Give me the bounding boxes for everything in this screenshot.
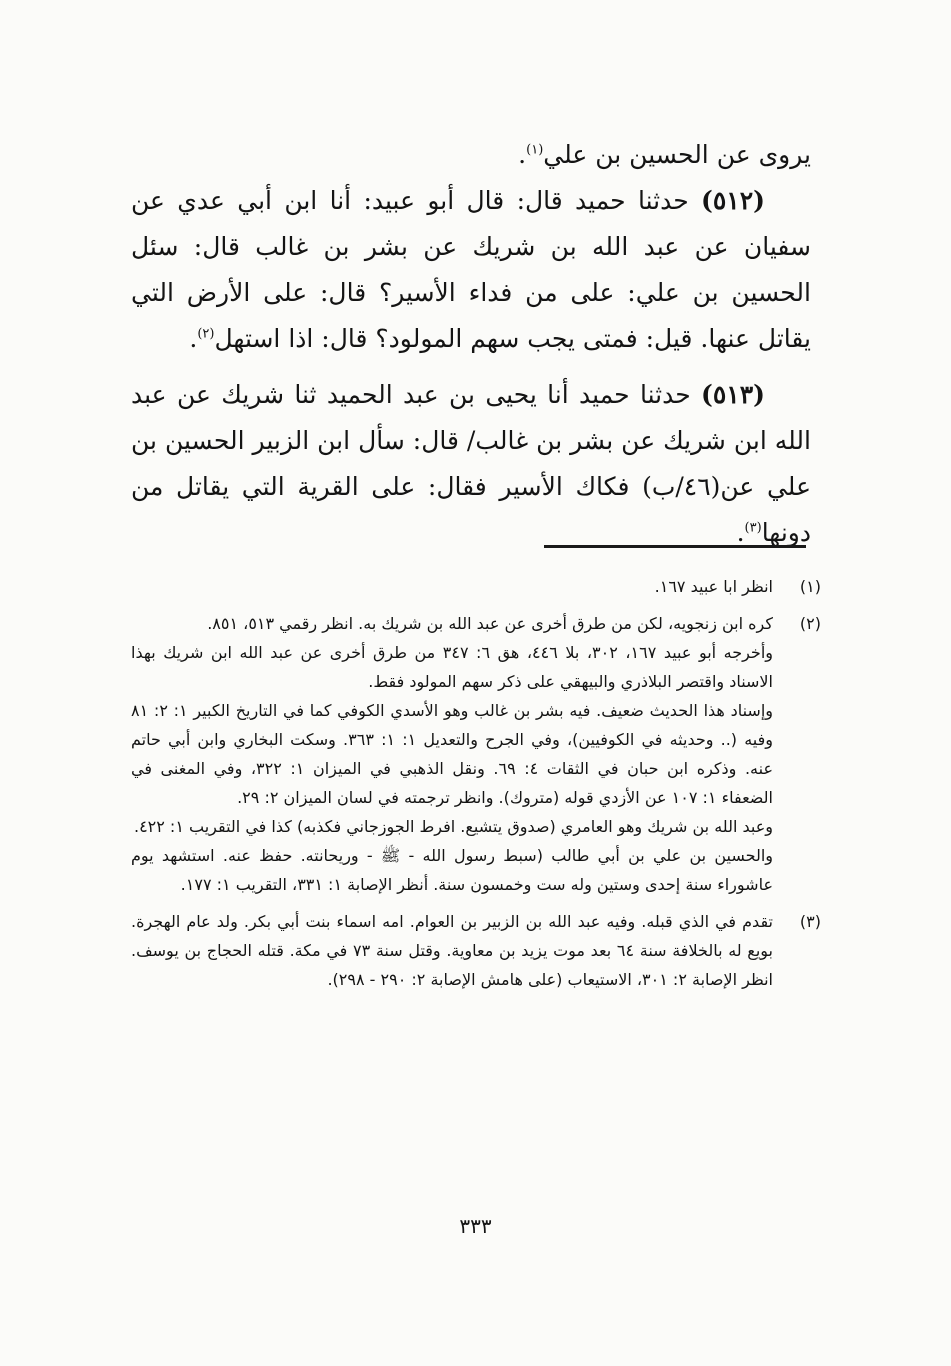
- footnote-2: [131, 609, 821, 899]
- footnote-ref-3: (٣): [744, 520, 762, 536]
- hadith-text-513: حدثنا حميد أنا يحيى بن عبد الحميد ثنا شريك عن عبد الله ابن شريك عن بشر بن غالب/ قال: سأل ابن الزبير الحسين بن علي عن: [131, 380, 811, 501]
- hadith-513: [131, 372, 811, 556]
- page-number: ٣٣٣: [459, 1214, 492, 1238]
- footnote-marker: (٣): [799, 912, 821, 931]
- footnote-marker: (١): [799, 577, 821, 596]
- hadith-text-512: حدثنا حميد قال: قال أبو عبيد: أنا ابن أبي عدي عن سفيان عن عبد الله بن شريك عن بشر بن غالب قال: سئل الحسين بن علي: على من فداء الأسير؟ قال: على الأرض التي يقاتل عنها. قيل: فمتى يجب سهم المولود؟ قال: اذا استهل: [131, 186, 811, 353]
- main-text: [131, 132, 811, 556]
- footnote-marker: (٢): [799, 614, 821, 633]
- intro-end: .: [518, 140, 527, 169]
- footnote-paragraph: وإسناد هذا الحديث ضعيف. فيه بشر بن غالب وهو الأسدي الكوفي كما في التاريخ الكبير ١: ٢: ٨١ وفيه (.. وحديثه في الكوفيين)، وفي الجرح والتعديل ١: ١: ٣٦٣. وسكت البخاري وابن أبي حاتم عنه. وذكره ابن حبان في الثقات ٤: ٦٩. ونقل الذهبي في الميزان ١: ٣٢٢، وفي المغنى في الضعفاء ١: ١٠٧ عن الأزدي قوله (متروك). وانظر ترجمته في لسان الميزان ٢: ٢٩.: [131, 701, 774, 807]
- footnote-paragraph: وعبد الله بن شريك وهو العامري (صدوق يتشيع. افرط الجوزجاني فكذبه) كذا في التقريب ١: ٤٢٢.: [133, 817, 773, 836]
- footnote-text: انظر ابا عبيد ١٦٧.: [654, 577, 773, 596]
- hadith-number-512: (٥١٢): [701, 186, 765, 215]
- footnote-ref-2: (٢): [197, 326, 215, 342]
- footnote-separator: [544, 545, 806, 548]
- hadith-512-end: .: [189, 324, 198, 353]
- hadith-512: [131, 178, 811, 362]
- footnote-paragraph: وأخرجه أبو عبيد ١٦٧، ٣٠٢، بلا ٤٤٦، هق ٦: ٣٤٧ من طرق أخرى عن عبد الله ابن شريك بهذا الاسناد واقتصر البلاذري والبيهقي على ذكر سهم المولود فقط.: [131, 643, 773, 691]
- hadith-513-end: .: [736, 518, 745, 547]
- footnotes: [131, 572, 821, 1002]
- hadith-number-513: (٥١٣): [701, 380, 765, 409]
- footnote-1: [131, 572, 821, 601]
- hadith-text-513-cont: فكاك الأسير فقال: على القرية التي يقاتل من دونها: [131, 472, 811, 547]
- footnote-paragraph: والحسين بن علي بن أبي طالب (سبط رسول الله - ﷺ - وريحانته. حفظ عنه. استشهد يوم عاشوراء سنة إحدى وستين وله ست وخمسون سنة. أنظر الإصابة ١: ٣٣١، التقريب ١: ١٧٧.: [131, 846, 773, 894]
- intro-text: يروى عن الحسين بن علي: [543, 140, 811, 169]
- intro-line: [131, 132, 811, 178]
- footnote-ref-1: (١): [526, 142, 544, 158]
- folio-marker: (٤٦/ب): [642, 472, 721, 501]
- footnote-text: تقدم في الذي قبله. وفيه عبد الله بن الزبير بن العوام. امه اسماء بنت أبي بكر. ولد عام الهجرة. بويع له بالخلافة سنة ٦٤ بعد موت يزيد بن معاوية. وقتل سنة ٧٣ في مكة. قتله الحجاج بن يوسف. انظر الإصابة ٢: ٣٠١، الاستيعاب (على هامش الإصابة ٢: ٢٩٠ - ٢٩٨).: [131, 912, 773, 989]
- footnote-paragraph: كره ابن زنجويه، لكن من طرق أخرى عن عبد الله بن شريك به. انظر رقمي ٥١٣، ٨٥١.: [207, 614, 773, 633]
- footnote-3: [131, 907, 821, 994]
